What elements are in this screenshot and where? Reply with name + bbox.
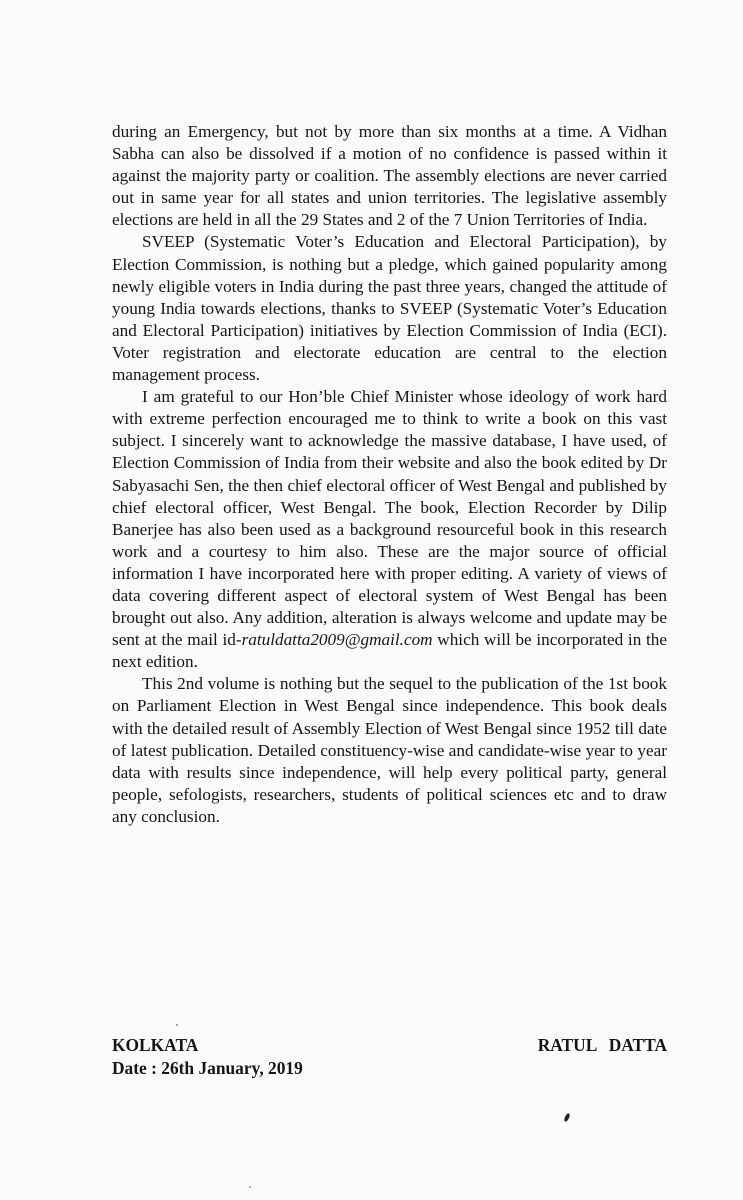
paragraph-sveep: SVEEP (Systematic Voter’s Education and Electoral Participation), by Election Commission, is nothing but a pledge, which gained popularity among newly eligible voters in India during the past three years, changed the attitude of young India towards elections, thanks to SVEEP (Systematic Voter’s Education and Electoral Participation) initiatives by Election Commission of India (ECI). Voter registration and electorate education are central to the election management process. bbox=[112, 232, 667, 385]
body-text bbox=[112, 121, 667, 828]
paragraph-acknowledgement bbox=[112, 386, 667, 673]
author-name: RATUL DATTA bbox=[537, 1035, 667, 1055]
place-label: KOLKATA bbox=[112, 1035, 199, 1055]
ink-speck bbox=[249, 1186, 251, 1188]
paragraph-vidhan-sabha: during an Emergency, but not by more than six months at a time. A Vidhan Sabha can also be dissolved if a motion of no confidence is passed within it against the majority party or coalition. The assembly elections are never carried out in same year for all states and union territories. The legislative assembly elections are held in all the 29 States and 2 of the 7 Union Territories of India. bbox=[112, 122, 667, 230]
ink-speck bbox=[176, 1024, 178, 1026]
ink-speck bbox=[563, 1113, 570, 1123]
acknowledgement-text: I am grateful to our Hon’ble Chief Minister whose ideology of work hard with extreme perfection encouraged me to think to write a book on this vast subject. I sincerely want to acknowledge the massive database, I have used, of Election Commission of India from their website and also the book edited by Dr Sabyasachi Sen, the then chief electoral officer of West Bengal and published by chief electoral officer, West Bengal. The book, Election Recorder by Dilip Banerjee has also been used as a background resourceful book in this research work and a courtesy to him also. These are the major source of official information I have incorporated here with proper editing. A variety of views of data covering different aspect of electoral system of West Bengal has been brought out also. Any addition, alteration is always welcome and update may be sent at the mail id- bbox=[112, 387, 667, 650]
date-line: Date : 26th January, 2019 bbox=[112, 1058, 303, 1078]
paragraph-second-volume: This 2nd volume is nothing but the sequel to the publication of the 1st book on Parliament Election in West Bengal since independence. This book deals with the detailed result of Assembly Election of West Bengal since 1952 till date of latest publication. Detailed constituency-wise and candidate-wise year to year data with results since independence, will help every political party, general people, sefologists, researchers, students of political sciences etc and to draw any conclusion. bbox=[112, 674, 667, 826]
acknowledgement-closing: which will be incorporated in the next edition. bbox=[112, 630, 668, 672]
email-address: ratuldatta2009@gmail.com bbox=[241, 630, 433, 650]
